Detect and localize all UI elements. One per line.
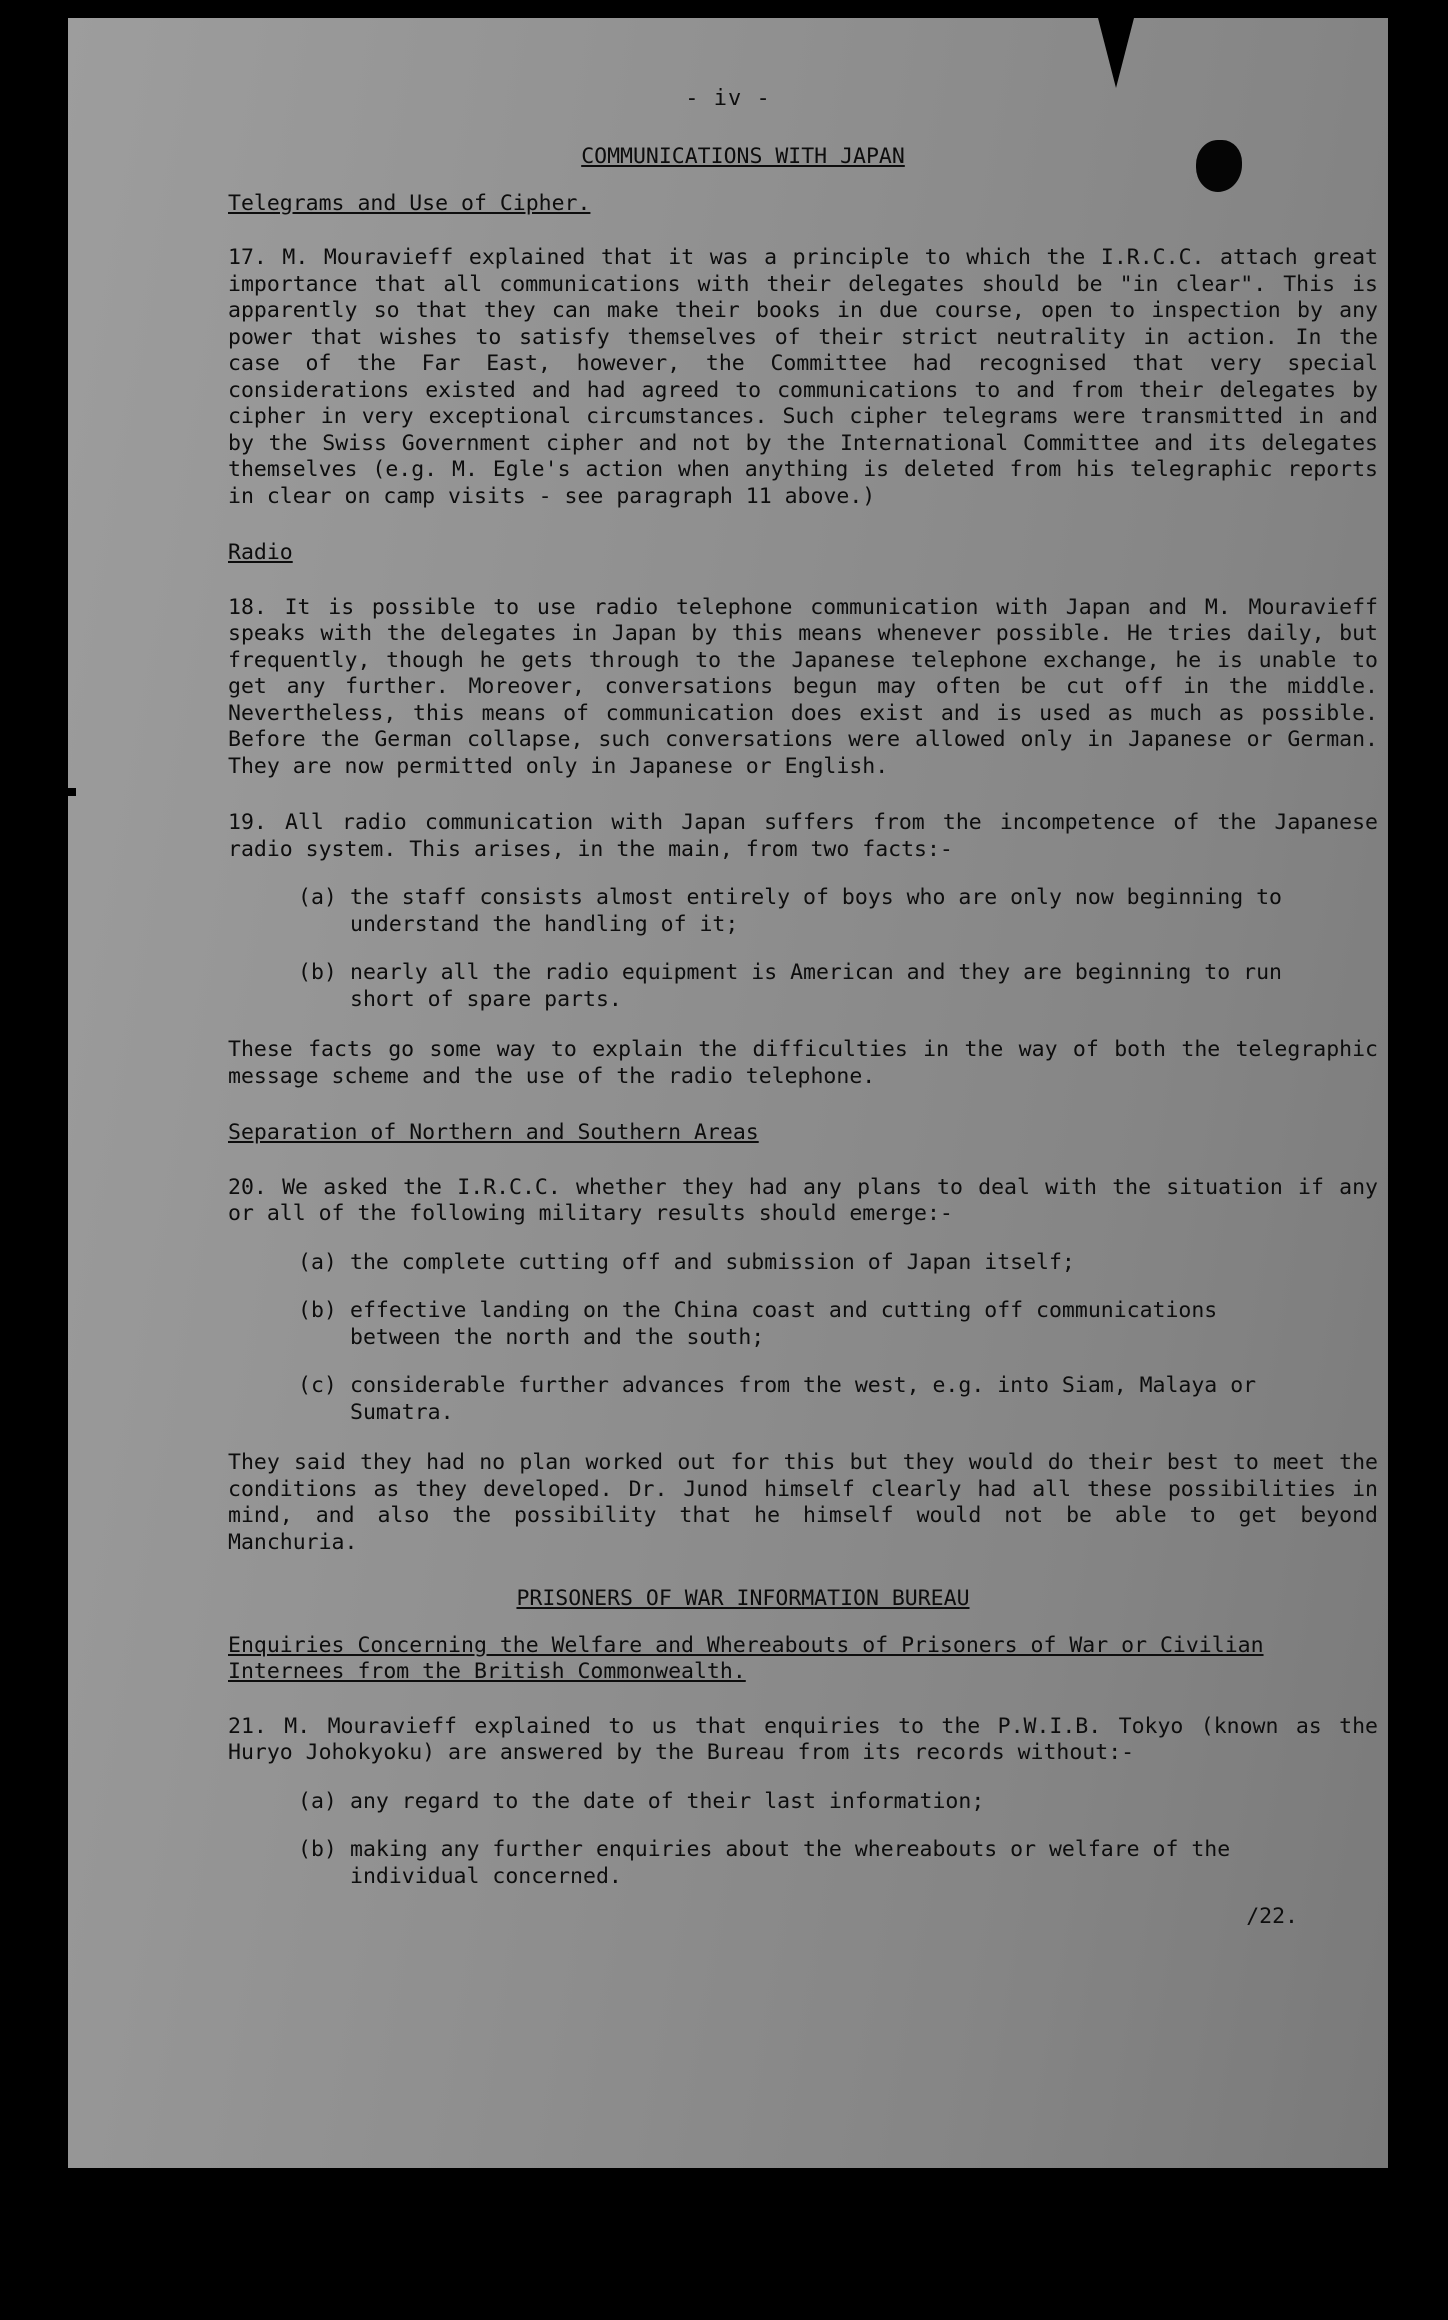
item-text: nearly all the radio equipment is American and they are beginning to run short of spare parts. [350,960,1282,1012]
page-tear [1098,18,1134,88]
item-label: (a) [298,1249,337,1275]
page-number: - iv - [685,86,771,111]
list-item [228,1789,1378,1816]
list-item [228,1298,1378,1351]
section-title: COMMUNICATIONS WITH JAPAN [581,144,905,169]
paragraph-20-items [228,1250,1378,1427]
paragraph-19-conclusion: These facts go some way to explain the difficulties in the way of both the telegraphic message scheme and the use of the radio telephone. [228,1037,1378,1089]
subsection-enquiries: Enquiries Concerning the Welfare and Whereabouts of Prisoners of War or Civilian Internees from the British Commonwealth. [228,1632,1264,1684]
item-label: (a) [298,885,337,910]
item-label: (c) [298,1373,337,1398]
list-item [228,960,1378,1013]
document-body [228,144,1378,1931]
list-item [228,1837,1378,1890]
section-title-2: PRISONERS OF WAR INFORMATION BUREAU [516,1586,970,1611]
paragraph-20: 20. We asked the I.R.C.C. whether they had any plans to deal with the situation if any or all of the following military results should emerge:- [228,1174,1378,1226]
continuation-marker: /22. [1246,1904,1298,1929]
paragraph-21: 21. M. Mouravieff explained to us that enquiries to the P.W.I.B. Tokyo (known as the Huryo Johokyoku) are answered by the Bureau from its records without:- [228,1713,1378,1765]
paragraph-19: 19. All radio communication with Japan suffers from the incompetence of the Japanese radio system. This arises, in the main, from two facts:- [228,810,1378,862]
paragraph-21-items [228,1789,1378,1891]
paragraph-19-items [228,885,1378,1013]
subsection-separation: Separation of Northern and Southern Areas [228,1120,759,1145]
item-text: considerable further advances from the west, e.g. into Siam, Malaya or Sumatra. [350,1373,1257,1425]
subsection-telegrams: Telegrams and Use of Cipher. [228,190,591,216]
item-text: any regard to the date of their last information; [350,1788,985,1814]
list-item [228,885,1378,938]
item-label: (b) [298,1837,337,1862]
item-text: the complete cutting off and submission of Japan itself; [350,1249,1075,1275]
list-item [228,1373,1378,1426]
edge-mark [68,788,76,796]
item-label: (a) [298,1788,337,1814]
item-text: the staff consists almost entirely of boys who are only now beginning to understand the handling of it; [350,885,1282,937]
item-label: (b) [298,1298,337,1323]
paragraph-20-conclusion: They said they had no plan worked out for this but they would do their best to meet the conditions as they developed. Dr. Junod himself clearly had all these possibilities in mind, and also the possibility that he himself would not be able to get beyond Manchuria. [228,1450,1378,1555]
paragraph-18: 18. It is possible to use radio telephone communication with Japan and M. Mouravieff speaks with the delegates in Japan by this means whenever possible. He tries daily, but frequently, though he gets through to the Japanese telephone exchange, he is unable to get any further. Moreover, conversations begun may often be cut off in the middle. Nevertheless, this means of communication does exist and is used as much as possible. Before the German collapse, such conversations were allowed only in Japanese or German. They are now permitted only in Japanese or English. [228,594,1378,779]
item-text: making any further enquiries about the whereabouts or welfare of the individual concerned. [350,1837,1231,1889]
paragraph-17: 17. M. Mouravieff explained that it was a principle to which the I.R.C.C. attach great importance that all communications with their delegates should be "in clear". This is apparently so that they can make their books in due course, open to inspection by any power that wishes to satisfy themselves of their strict neutrality in action. In the case of the Far East, however, the Committee had recognised that very special considerations existed and had agreed to communications to and from their delegates by cipher in very exceptional circumstances. Such cipher telegrams were transmitted in and by the Swiss Government cipher and not by the International Committee and its delegates themselves (e.g. M. Egle's action when anything is deleted from his telegraphic reports in clear on camp visits - see paragraph 11 above.) [228,245,1378,509]
document-page [68,18,1388,2168]
list-item [228,1250,1378,1277]
item-label: (b) [298,960,337,985]
subsection-radio: Radio [228,540,293,565]
item-text: effective landing on the China coast and cutting off communications between the north and the south; [350,1298,1218,1350]
